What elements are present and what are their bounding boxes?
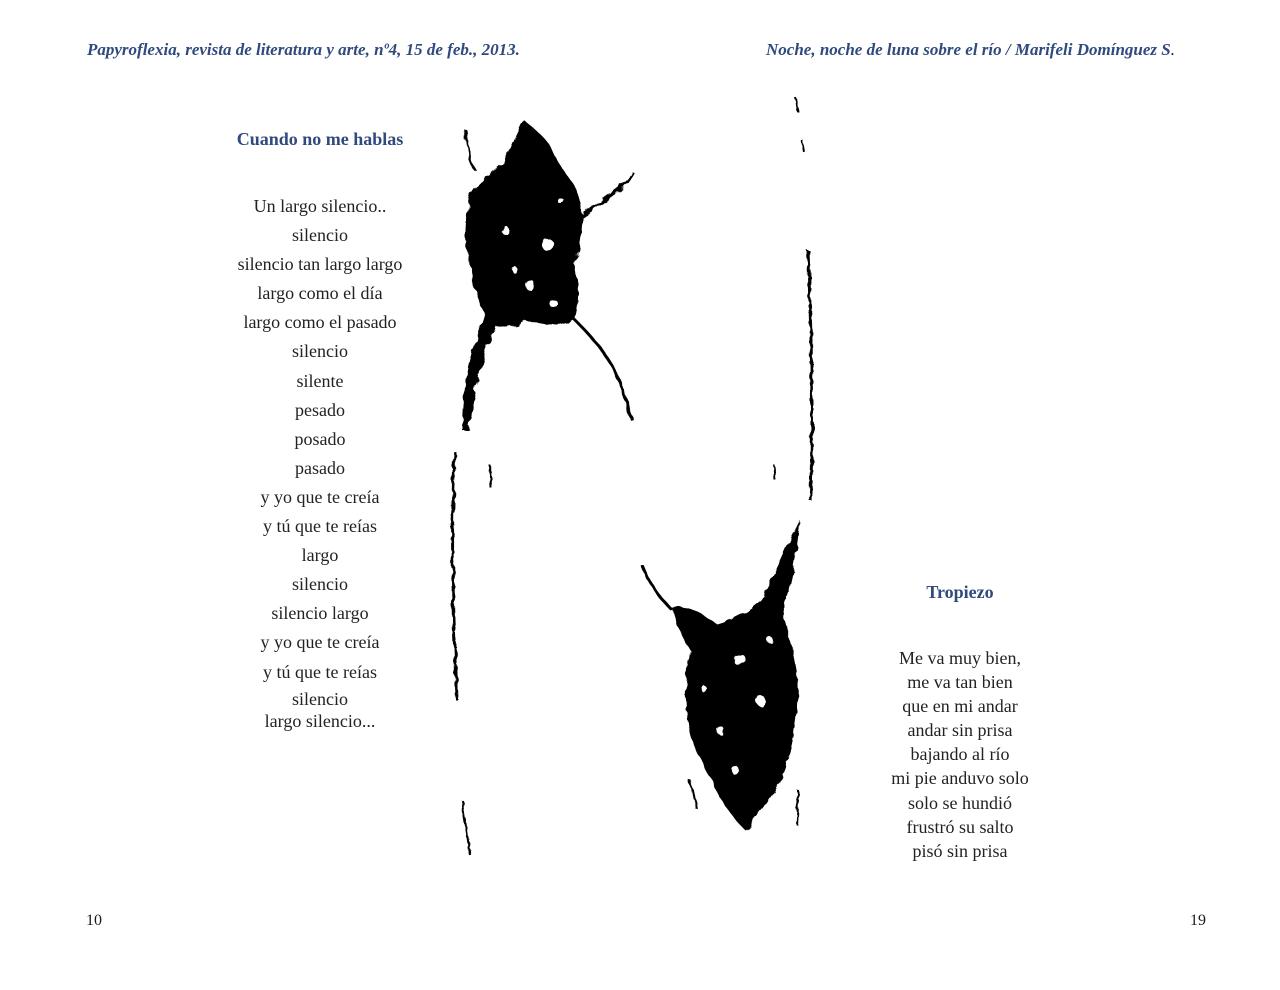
poem-line: pasado <box>295 457 345 478</box>
poem-line: y yo que te creía <box>260 632 380 653</box>
poem-line: que en mi andar <box>902 696 1018 717</box>
poem-line: silencio <box>292 688 348 709</box>
poem-line: y tú que te reías <box>263 661 377 682</box>
running-header-right <box>766 40 1175 60</box>
poem-line: silencio largo <box>271 603 369 624</box>
poem-line: silencio <box>292 225 348 246</box>
poem-tropiezo <box>860 647 1060 864</box>
poem-line: y tú que te reías <box>263 516 377 537</box>
right-ink-stroke <box>774 98 812 500</box>
poem-line: silencio tan largo largo <box>237 254 403 275</box>
poem-cuando-no-me-hablas <box>170 193 470 732</box>
poem-title-tropiezo: Tropiezo <box>926 582 994 602</box>
poem-line: pesado <box>295 399 345 420</box>
ink-silhouettes-illustration <box>440 92 830 862</box>
poem-title-cuando-no-me-hablas: Cuando no me hablas <box>236 129 404 149</box>
left-ink-stroke <box>453 452 491 855</box>
running-header-left: Papyroflexia, revista de literatura y arte, nº4, 15 de feb., 2013. <box>87 40 520 59</box>
page-number-left: 10 <box>86 912 102 929</box>
poem-line: Un largo silencio.. <box>253 196 387 216</box>
poem-line: silencio <box>292 574 348 595</box>
upper-ink-figure <box>462 120 633 430</box>
poem-line: bajando al río <box>910 744 1010 765</box>
lower-ink-figure <box>642 520 800 830</box>
poem-line: largo como el pasado <box>243 312 397 333</box>
poem-line: solo se hundió <box>907 792 1012 813</box>
poem-line: pisó sin prisa <box>912 840 1008 861</box>
page-number-right: 19 <box>1190 912 1206 929</box>
poem-line: largo como el día <box>257 283 383 304</box>
poem-line: me va tan bien <box>907 672 1013 693</box>
poem-line: andar sin prisa <box>907 720 1013 741</box>
poem-line: y yo que te creía <box>260 486 380 507</box>
poem-line: Me va muy bien, <box>899 648 1021 668</box>
poem-line: mi pie anduvo solo <box>891 768 1029 789</box>
poem-line: silencio <box>292 341 348 362</box>
poem-line: largo silencio... <box>264 710 376 731</box>
poem-line: frustró su salto <box>906 816 1014 837</box>
running-header-right-period: . <box>1170 40 1175 59</box>
running-header-right-text: Noche, noche de luna sobre el río / Marifeli Domínguez S <box>766 40 1171 59</box>
poem-line: silente <box>296 370 344 391</box>
poem-line: largo <box>301 545 339 566</box>
poem-line: posado <box>294 428 346 449</box>
